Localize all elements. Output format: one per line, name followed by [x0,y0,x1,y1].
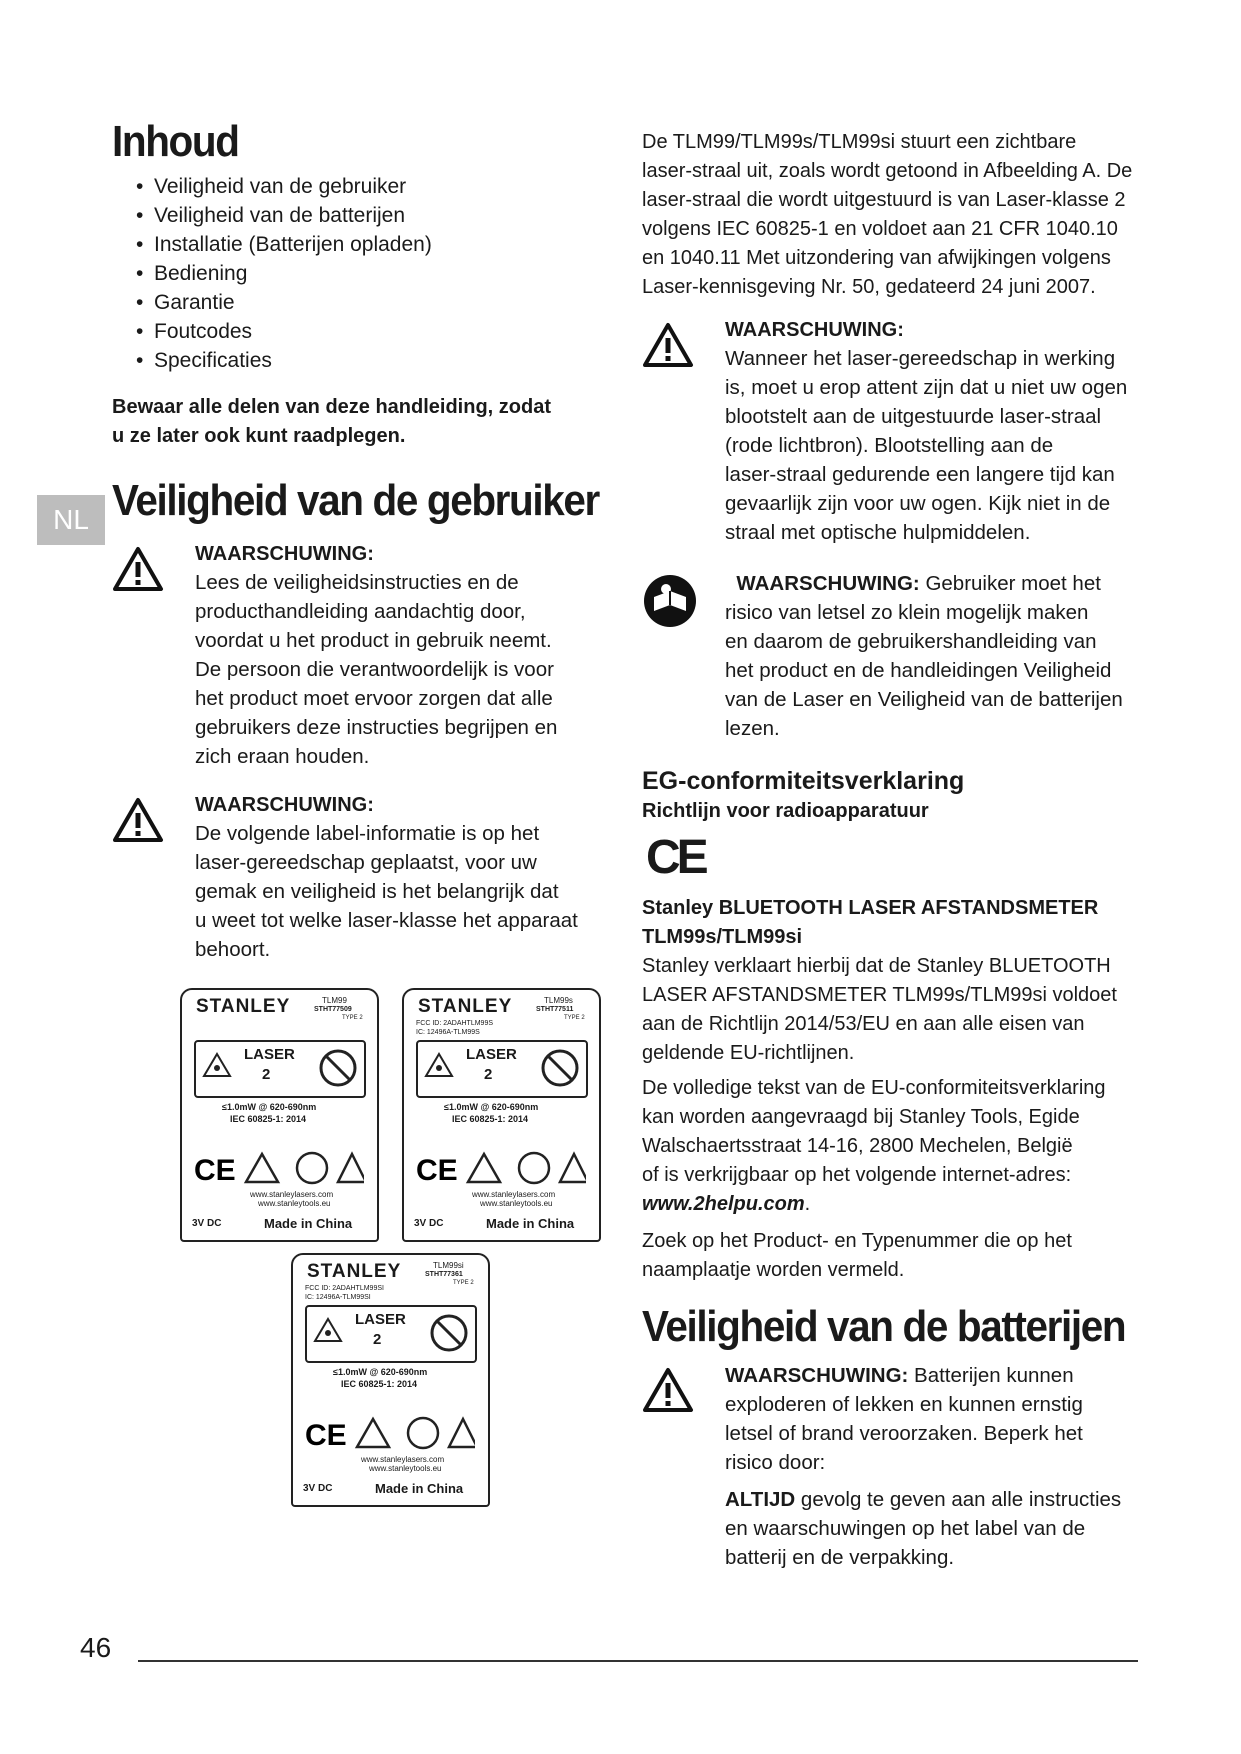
label-laser-text: LASER [244,1046,295,1063]
keep-note-line: u ze later ook kunt raadplegen. [112,425,406,448]
battery-safety-title: Veiligheid van de batterijen [642,1302,1126,1351]
laser-warning-icon [424,1052,454,1078]
read-manual-icon [642,573,698,629]
text-line: risico van letsel zo klein mogelijk maken [725,601,1089,624]
warning-triangle-icon [642,1367,694,1413]
laser-label-tlm99si [291,1253,490,1507]
text-line: Wanneer het laser-gereedschap in werking [725,347,1116,370]
always-text-start: gevolg te geven aan alle instructies [795,1488,1122,1512]
text-line: blootstelt aan de uitgestuurde laser-straal [725,405,1102,428]
footer-rule [138,1660,1138,1662]
warning-title: WAARSCHUWING: [195,542,374,565]
text-line: Laser-kennisgeving Nr. 50, gedateerd 24 juni 2007. [642,276,1096,298]
laser-class-box [305,1305,477,1363]
label-ic: IC: 12496A-TLM99SI [305,1294,371,1301]
warning-text [725,569,1142,743]
text-line: batterij en de verpakking. [725,1546,955,1570]
text-line: (rode lichtbron). Blootstelling aan de [725,434,1054,457]
text-punctuation: . [804,1193,811,1215]
laser-class-box [416,1040,588,1098]
warning-block-5 [642,1361,1142,1572]
label-code: STHT77509 [314,1006,352,1013]
label-laser-class: 2 [484,1066,493,1083]
text-line: laser-straal die wordt uitgestuurd is van Laser-klasse 2 [642,189,1126,211]
label-web-1: www.stanleylasers.com [250,1190,334,1199]
text-line: LASER AFSTANDSMETER TLM99s/TLM99si voldoet [642,984,1117,1006]
intro-paragraph [642,128,1142,302]
toc-item: • Foutcodes [136,317,612,346]
text-line: gemak en veiligheid is het belangrijk dat [195,879,559,903]
laser-warning-icon [202,1052,232,1078]
warning-block-4 [642,569,1142,743]
label-model: TLM99s [544,996,573,1005]
toc-item: • Bediening [136,259,612,288]
no-stare-icon [540,1048,580,1088]
label-power: 3V DC [303,1483,333,1494]
label-fcc: FCC ID: 2ADAHTLM99S [416,1020,494,1027]
language-tab: NL [37,495,105,545]
text-line: of is verkrijgbaar op het volgende internet-adres: [642,1164,1072,1186]
laser-label-tlm99s [402,988,601,1242]
warning-triangle-icon [642,322,694,368]
warning-block-1 [112,540,612,771]
text-line: risico door: [725,1451,826,1475]
text-line: laser-straal gedurende een langere tijd kan [725,463,1115,486]
toc-item: • Specificaties [136,346,612,375]
text-line: De TLM99/TLM99s/TLM99si stuurt een zichtbare [642,131,1077,153]
product-title [642,894,1142,952]
text-line: van de Laser en Veiligheid van de batterijen [725,688,1123,711]
fulltext-paragraph [642,1074,1142,1219]
label-spec-iec: IEC 60825-1: 2014 [230,1114,307,1124]
toc-item: • Veiligheid van de gebruiker [136,172,612,201]
label-web-1: www.stanleylasers.com [361,1455,445,1464]
declaration-paragraph [642,952,1142,1068]
text-line: u weet tot welke laser-klasse het apparaat [195,908,578,932]
laser-class-box [194,1040,366,1098]
label-spec-iec: IEC 60825-1: 2014 [452,1114,529,1124]
left-column [112,118,612,964]
label-made-in: Made in China [375,1481,464,1496]
toc-item: • Installatie (Batterijen opladen) [136,230,612,259]
text-line: voordat u het product in gebruik neemt. [195,628,552,652]
label-web-2: www.stanleytools.eu [258,1199,331,1208]
text-line: volgens IEC 60825-1 en voldoet aan 21 CFR 1040.10 [642,218,1118,240]
label-laser-text: LASER [355,1311,406,1328]
label-brand: STANLEY [307,1261,402,1282]
warning-text [195,568,612,771]
text-line: gevaarlijk zijn voor uw ogen. Kijk niet in de [725,492,1111,515]
text-line: en daarom de gebruikershandleiding van [725,630,1097,653]
no-stare-icon [318,1048,358,1088]
label-brand: STANLEY [418,996,513,1017]
keep-manual-note [112,393,612,451]
text-line: kan worden aangevraagd bij Stanley Tools, Egide [642,1106,1080,1128]
warning-triangle-icon [112,797,164,843]
label-made-in: Made in China [264,1216,353,1231]
certification-marks-icon [305,1415,475,1451]
right-column [642,128,1142,1572]
label-code: STHT77361 [425,1271,463,1278]
label-web-2: www.stanleytools.eu [480,1199,553,1208]
label-spec-power: ≤1.0mW @ 620-690nm [333,1367,428,1377]
text-line: en 1040.11 Met uitzondering van afwijkingen volgens [642,247,1111,269]
warning-text [725,344,1142,547]
label-power: 3V DC [192,1218,222,1229]
warning-text-start: Batterijen kunnen [908,1364,1074,1388]
text-line: het product moet ervoor zorgen dat alle [195,686,553,710]
label-type: TYPE 2 [453,1280,474,1286]
warning-title: WAARSCHUWING: [736,572,920,595]
warning-text [725,1361,1142,1572]
label-made-in: Made in China [486,1216,575,1231]
text-line: Walschaertsstraat 14-16, 2800 Mechelen, België [642,1135,1073,1157]
laser-labels-figure [180,988,600,1508]
toc-title: Inhoud [112,117,239,166]
text-line: en waarschuwingen op het label van de [725,1517,1086,1541]
keep-note-line: Bewaar alle delen van deze handleiding, zodat [112,396,552,419]
text-line: laser-gereedschap geplaatst, voor uw [195,850,537,874]
label-web-2: www.stanleytools.eu [369,1464,442,1473]
label-ic: IC: 12496A-TLM99S [416,1029,480,1036]
label-code: STHT77511 [536,1006,574,1013]
toc-list [136,172,612,375]
laser-warning-icon [313,1317,343,1343]
svg-text:CE: CE [416,1154,458,1186]
text-line: Stanley BLUETOOTH LASER AFSTANDSMETER [642,897,1099,919]
text-line: Stanley verklaart hierbij dat de Stanley BLUETOOTH [642,955,1111,977]
no-stare-icon [429,1313,469,1353]
text-line: gebruikers deze instructies begrijpen en [195,715,558,739]
user-safety-title: Veiligheid van de gebruiker [112,476,599,526]
certification-marks-icon [416,1150,586,1186]
text-line [725,569,1142,598]
text-line: lezen. [725,717,780,740]
warning-title: WAARSCHUWING: [725,1364,909,1388]
website-link[interactable]: www.2helpu.com [642,1193,805,1215]
warning-block-2 [112,791,612,964]
warning-title: WAARSCHUWING: [195,793,374,816]
text-line: De persoon die verantwoordelijk is voor [195,657,554,681]
label-type: TYPE 2 [564,1015,585,1021]
lookup-paragraph [642,1227,1142,1285]
text-line: Lees de veiligheidsinstructies en de [195,570,519,594]
text-line: producthandleiding aandachtig door, [195,599,526,623]
ce-mark-icon: CE [646,831,705,884]
text-line: De volledige tekst van de EU-conformiteitsverklaring [642,1077,1106,1099]
label-fcc: FCC ID: 2ADAHTLM99SI [305,1285,384,1292]
eg-conformity-subtitle: Richtlijn voor radioapparatuur [642,800,929,822]
text-line: laser-straal uit, zoals wordt getoond in Afbeelding A. De [642,160,1133,182]
label-laser-text: LASER [466,1046,517,1063]
text-line: aan de Richtlijn 2014/53/EU en aan alle eisen van [642,1013,1085,1035]
text-line: straal met optische hulpmiddelen. [725,521,1031,544]
text-line [725,1361,1142,1390]
svg-text:CE: CE [194,1154,236,1186]
text-line: zich eraan houden. [195,744,370,768]
text-line [725,1485,1142,1514]
label-laser-class: 2 [373,1331,382,1348]
text-line: exploderen of lekken en kunnen ernstig [725,1393,1083,1417]
eg-conformity-title: EG-conformiteitsverklaring [642,767,965,795]
toc-item: • Veiligheid van de batterijen [136,201,612,230]
label-model: TLM99 [322,996,347,1005]
laser-label-tlm99 [180,988,379,1242]
text-line: het product en de handleidingen Veiligheid [725,659,1112,682]
label-type: TYPE 2 [342,1015,363,1021]
text-line [642,1190,1142,1219]
warning-block-3 [642,316,1142,547]
always-label: ALTIJD [725,1488,796,1512]
label-laser-class: 2 [262,1066,271,1083]
text-line: behoort. [195,937,271,961]
label-spec-iec: IEC 60825-1: 2014 [341,1379,418,1389]
warning-title: WAARSCHUWING: [725,319,904,341]
text-line: geldende EU-richtlijnen. [642,1042,855,1064]
warning-text-start: Gebruiker moet het [919,572,1101,595]
certification-marks-icon [194,1150,364,1186]
text-line: Zoek op het Product- en Typenummer die op het [642,1230,1072,1252]
toc-item: • Garantie [136,288,612,317]
label-model: TLM99si [433,1261,464,1270]
label-power: 3V DC [414,1218,444,1229]
warning-triangle-icon [112,546,164,592]
label-spec-power: ≤1.0mW @ 620-690nm [222,1102,317,1112]
label-spec-power: ≤1.0mW @ 620-690nm [444,1102,539,1112]
text-line: letsel of brand veroorzaken. Beperk het [725,1422,1083,1446]
text-line: naamplaatje worden vermeld. [642,1259,905,1281]
label-brand: STANLEY [196,996,291,1017]
text-line: is, moet u erop attent zijn dat u niet uw ogen [725,376,1128,399]
text-line: De volgende label-informatie is op het [195,821,540,845]
page-number: 46 [80,1632,112,1663]
label-web-1: www.stanleylasers.com [472,1190,556,1199]
warning-text [195,819,612,964]
svg-text:CE: CE [305,1419,347,1451]
text-line: TLM99s/TLM99si [642,926,803,948]
